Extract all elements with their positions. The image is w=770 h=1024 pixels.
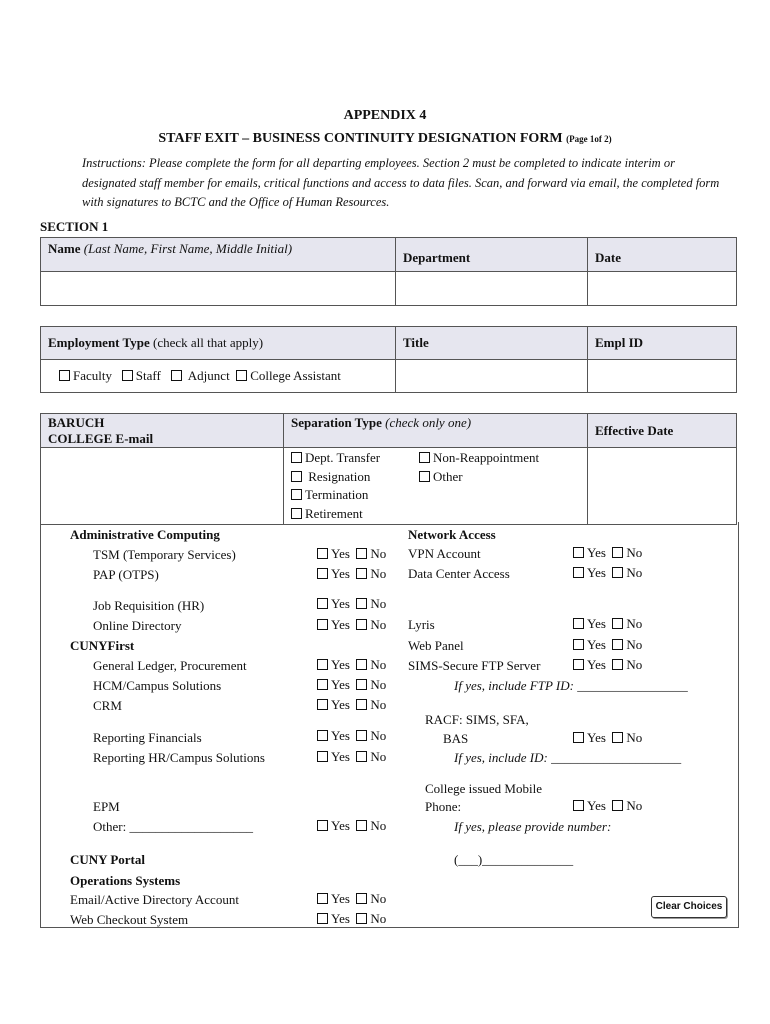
separation-header — [284, 414, 588, 448]
yes-label: Yes — [587, 798, 606, 813]
employment-table — [40, 326, 737, 393]
separation-label: Separation Type — [291, 415, 382, 430]
name-hint: (Last Name, First Name, Middle Initial) — [83, 241, 293, 256]
checkbox-icon[interactable] — [573, 618, 584, 629]
no-label: No — [370, 677, 387, 692]
mobile-label-2: Phone: — [425, 799, 462, 814]
other-label: Other — [433, 468, 463, 484]
other-yes-no — [317, 818, 386, 834]
tsm-yes-no — [317, 546, 386, 562]
no-option[interactable] — [356, 891, 386, 906]
no-label: No — [626, 730, 643, 745]
no-label: No — [626, 565, 643, 580]
staff-label: Staff — [135, 368, 161, 383]
racf-label-2: BAS — [443, 731, 469, 746]
no-label: No — [370, 546, 387, 561]
yes-option[interactable] — [573, 637, 606, 652]
college-assistant-checkbox[interactable] — [236, 368, 341, 383]
no-option[interactable] — [612, 545, 642, 560]
online-dir-yes-no — [317, 617, 386, 633]
lyris-yes-no — [573, 616, 642, 632]
hcm-label: HCM/Campus Solutions — [93, 678, 222, 693]
name-field[interactable] — [41, 272, 396, 306]
data-center-label: Data Center Access — [408, 566, 510, 581]
no-option[interactable] — [356, 596, 386, 611]
yes-label: Yes — [331, 566, 350, 581]
no-option[interactable] — [356, 677, 386, 692]
no-label: No — [626, 616, 643, 631]
checkbox-icon[interactable] — [356, 751, 367, 762]
no-label: No — [370, 911, 387, 926]
yes-option[interactable] — [317, 677, 350, 692]
no-option[interactable] — [356, 546, 386, 561]
adjunct-checkbox[interactable] — [171, 368, 230, 383]
job-req-yes-no — [317, 596, 386, 612]
separation-table — [40, 413, 737, 525]
yes-option[interactable] — [573, 657, 606, 672]
reporting-hr-label: Reporting HR/Campus Solutions — [93, 750, 265, 765]
checkbox-icon[interactable] — [573, 567, 584, 578]
effective-date-header: Effective Date — [588, 414, 737, 448]
email-header — [41, 414, 284, 448]
no-label: No — [370, 596, 387, 611]
no-label: No — [370, 749, 387, 764]
pap-yes-no — [317, 566, 386, 582]
no-option[interactable] — [356, 911, 386, 926]
no-label: No — [370, 891, 387, 906]
checkbox-icon[interactable] — [612, 567, 623, 578]
web-panel-label: Web Panel — [408, 638, 464, 653]
yes-option[interactable] — [317, 891, 350, 906]
racf-id-field[interactable]: If yes, include ID: ____________________ — [454, 750, 682, 765]
checkbox-icon[interactable] — [317, 699, 328, 710]
checkbox-icon[interactable] — [419, 471, 430, 482]
no-label: No — [370, 566, 387, 581]
racf-label-1: RACF: SIMS, SFA, — [425, 712, 529, 727]
yes-label: Yes — [331, 596, 350, 611]
yes-label: Yes — [331, 728, 350, 743]
yes-label: Yes — [587, 545, 606, 560]
non-reappointment-option[interactable] — [419, 450, 539, 469]
sims-ftp-yes-no — [573, 657, 642, 673]
yes-label: Yes — [331, 617, 350, 632]
name-table — [40, 237, 737, 306]
checkbox-icon[interactable] — [317, 548, 328, 559]
ftp-id-field[interactable]: If yes, include FTP ID: _________________ — [454, 678, 688, 693]
no-option[interactable] — [356, 566, 386, 581]
termination-label: Termination — [305, 487, 369, 502]
no-option[interactable] — [612, 657, 642, 672]
cuny-portal-heading: CUNY Portal — [70, 852, 145, 867]
crm-label: CRM — [93, 698, 122, 713]
reporting-financials-label: Reporting Financials — [93, 730, 202, 745]
network-access-heading: Network Access — [408, 527, 496, 542]
vpn-label: VPN Account — [408, 546, 481, 561]
checkbox-icon[interactable] — [356, 659, 367, 670]
instructions: Instructions: Please complete the form for all departing employees. Section 2 must be completed to indicate interim or designated staff member for emails, critical functions and access to data files. Scan, and forward via email, the completed form with signatures to BCTC and the Office of Human Resources. — [82, 156, 720, 209]
no-option[interactable] — [356, 728, 386, 743]
date-header: Date — [588, 238, 737, 272]
web-checkout-label: Web Checkout System — [70, 912, 189, 927]
empl-id-header: Empl ID — [588, 327, 737, 360]
yes-option[interactable] — [573, 730, 606, 745]
no-option[interactable] — [612, 616, 642, 631]
no-option[interactable] — [356, 657, 386, 672]
checkbox-icon[interactable] — [171, 370, 182, 381]
separation-options — [284, 448, 588, 525]
adjunct-label: Adjunct — [187, 368, 230, 383]
phone-number-field[interactable]: (___)______________ — [454, 852, 574, 867]
empl-id-field[interactable] — [588, 360, 737, 393]
title-field[interactable] — [396, 360, 588, 393]
termination-option[interactable] — [291, 487, 419, 506]
checkbox-icon[interactable] — [291, 471, 302, 482]
department-field[interactable] — [396, 272, 588, 306]
yes-label: Yes — [331, 749, 350, 764]
faculty-checkbox[interactable] — [59, 368, 112, 383]
yes-option[interactable] — [317, 728, 350, 743]
checkbox-icon[interactable] — [612, 618, 623, 629]
checkbox-icon[interactable] — [612, 659, 623, 670]
yes-label: Yes — [331, 911, 350, 926]
separation-hint: (check only one) — [385, 415, 472, 430]
appendix-heading: APPENDIX 4 — [343, 108, 427, 123]
faculty-label: Faculty — [73, 368, 112, 383]
yes-option[interactable] — [317, 546, 350, 561]
checkbox-icon[interactable] — [356, 679, 367, 690]
operations-systems-heading: Operations Systems — [70, 873, 181, 888]
tsm-label: TSM (Temporary Services) — [93, 547, 236, 562]
yes-option[interactable] — [317, 749, 350, 764]
job-requisition-label: Job Requisition (HR) — [93, 598, 205, 613]
checkbox-icon[interactable] — [356, 913, 367, 924]
dept-transfer-option[interactable] — [291, 450, 419, 469]
checkbox-icon[interactable] — [291, 452, 302, 463]
yes-option[interactable] — [317, 911, 350, 926]
checkbox-icon[interactable] — [356, 730, 367, 741]
checkbox-icon[interactable] — [573, 547, 584, 558]
no-option[interactable] — [612, 798, 642, 813]
yes-option[interactable] — [317, 818, 350, 833]
checkbox-icon[interactable] — [573, 659, 584, 670]
yes-label: Yes — [331, 818, 350, 833]
no-option[interactable] — [356, 749, 386, 764]
yes-label: Yes — [331, 677, 350, 692]
name-label: Name — [48, 241, 81, 256]
yes-label: Yes — [587, 730, 606, 745]
online-directory-label: Online Directory — [93, 618, 182, 633]
resignation-option[interactable] — [291, 469, 419, 488]
yes-option[interactable] — [317, 617, 350, 632]
yes-option[interactable] — [317, 596, 350, 611]
employment-type-hint: (check all that apply) — [152, 335, 264, 350]
no-label: No — [370, 697, 387, 712]
mobile-yes-no — [573, 798, 642, 814]
racf-yes-no — [573, 730, 642, 746]
email-ad-yes-no — [317, 891, 386, 907]
no-label: No — [626, 545, 643, 560]
email-label-2: COLLEGE E-mail — [48, 431, 154, 446]
college-assistant-label: College Assistant — [250, 368, 341, 383]
rep-fin-yes-no — [317, 728, 386, 744]
email-label-1: BARUCH — [48, 415, 105, 430]
vpn-yes-no — [573, 545, 642, 561]
page-indicator: (Page 1of 2) — [566, 134, 612, 144]
epm-label: EPM — [93, 799, 120, 814]
employment-type-header — [41, 327, 396, 360]
other-field-label[interactable]: Other: ___________________ — [93, 819, 253, 834]
form-title — [0, 131, 770, 147]
name-header — [41, 238, 396, 272]
no-label: No — [370, 657, 387, 672]
web-panel-yes-no — [573, 637, 642, 653]
checkbox-icon[interactable] — [356, 548, 367, 559]
admin-computing-heading: Administrative Computing — [70, 527, 220, 542]
no-label: No — [370, 617, 387, 632]
retirement-label: Retirement — [305, 505, 363, 521]
cunyfirst-heading: CUNYFirst — [70, 638, 135, 653]
no-option[interactable] — [612, 637, 642, 652]
gl-yes-no — [317, 657, 386, 673]
data-center-yes-no — [573, 565, 642, 581]
checkbox-icon[interactable] — [317, 913, 328, 924]
staff-checkbox[interactable] — [122, 368, 161, 383]
sims-ftp-label: SIMS-Secure FTP Server — [408, 658, 541, 673]
yes-label: Yes — [331, 657, 350, 672]
yes-option[interactable] — [573, 545, 606, 560]
form-title-text: STAFF EXIT – BUSINESS CONTINUITY DESIGNATION FORM — [158, 131, 563, 146]
checkbox-icon[interactable] — [317, 679, 328, 690]
mobile-hint: If yes, please provide number: — [454, 819, 612, 834]
no-label: No — [626, 657, 643, 672]
web-checkout-yes-no — [317, 911, 386, 927]
employment-options — [41, 360, 396, 393]
checkbox-icon[interactable] — [317, 893, 328, 904]
checkbox-icon[interactable] — [317, 751, 328, 762]
pap-label: PAP (OTPS) — [93, 567, 159, 582]
yes-option[interactable] — [317, 657, 350, 672]
checkbox-icon[interactable] — [317, 820, 328, 831]
title-header: Title — [396, 327, 588, 360]
no-label: No — [370, 728, 387, 743]
email-ad-label: Email/Active Directory Account — [70, 892, 239, 907]
non-reappointment-label: Non-Reappointment — [433, 450, 540, 465]
hcm-yes-no — [317, 677, 386, 693]
checkbox-icon[interactable] — [573, 732, 584, 743]
yes-label: Yes — [587, 616, 606, 631]
checkbox-icon[interactable] — [122, 370, 133, 381]
checkbox-icon[interactable] — [317, 730, 328, 741]
no-option[interactable] — [612, 565, 642, 580]
no-option[interactable] — [356, 697, 386, 712]
employment-type-label: Employment Type — [48, 335, 150, 350]
checkbox-icon[interactable] — [573, 639, 584, 650]
crm-yes-no — [317, 697, 386, 713]
checkbox-icon[interactable] — [356, 820, 367, 831]
mobile-label-1: College issued Mobile — [425, 781, 542, 796]
lyris-label: Lyris — [408, 617, 435, 632]
yes-label: Yes — [331, 697, 350, 712]
department-header: Department — [396, 238, 588, 272]
checkbox-icon[interactable] — [317, 659, 328, 670]
no-label: No — [626, 798, 643, 813]
checkbox-icon[interactable] — [236, 370, 247, 381]
other-option[interactable] — [419, 469, 539, 488]
yes-option[interactable] — [317, 697, 350, 712]
checkbox-icon[interactable] — [612, 732, 623, 743]
checkbox-icon[interactable] — [356, 893, 367, 904]
yes-label: Yes — [331, 546, 350, 561]
checkbox-icon[interactable] — [356, 598, 367, 609]
no-option[interactable] — [612, 730, 642, 745]
resignation-label: Resignation — [308, 468, 371, 484]
checkbox-icon[interactable] — [317, 598, 328, 609]
checkbox-icon[interactable] — [419, 452, 430, 463]
checkbox-icon[interactable] — [317, 568, 328, 579]
rep-hr-yes-no — [317, 749, 386, 765]
checkbox-icon[interactable] — [59, 370, 70, 381]
yes-label: Yes — [331, 891, 350, 906]
yes-label: Yes — [587, 657, 606, 672]
date-field[interactable] — [588, 272, 737, 306]
yes-option[interactable] — [573, 565, 606, 580]
checkbox-icon[interactable] — [317, 619, 328, 630]
checkbox-icon[interactable] — [612, 800, 623, 811]
yes-option[interactable] — [573, 798, 606, 813]
yes-option[interactable] — [317, 566, 350, 581]
no-option[interactable] — [356, 818, 386, 833]
yes-option[interactable] — [573, 616, 606, 631]
checkbox-icon[interactable] — [573, 800, 584, 811]
no-label: No — [370, 818, 387, 833]
checkbox-icon[interactable] — [612, 639, 623, 650]
checkbox-icon[interactable] — [356, 699, 367, 710]
no-label: No — [626, 637, 643, 652]
yes-label: Yes — [587, 637, 606, 652]
section-1-label: SECTION 1 — [40, 219, 109, 234]
general-ledger-label: General Ledger, Procurement — [93, 658, 247, 673]
checkbox-icon[interactable] — [612, 547, 623, 558]
dept-transfer-label: Dept. Transfer — [305, 450, 381, 465]
no-option[interactable] — [356, 617, 386, 632]
checkbox-icon[interactable] — [291, 508, 302, 519]
clear-choices-button[interactable]: Clear Choices — [651, 896, 727, 918]
checkbox-icon[interactable] — [356, 619, 367, 630]
checkbox-icon[interactable] — [291, 489, 302, 500]
email-field[interactable] — [41, 448, 284, 525]
checkbox-icon[interactable] — [356, 568, 367, 579]
effective-date-field[interactable] — [588, 448, 737, 525]
yes-label: Yes — [587, 565, 606, 580]
